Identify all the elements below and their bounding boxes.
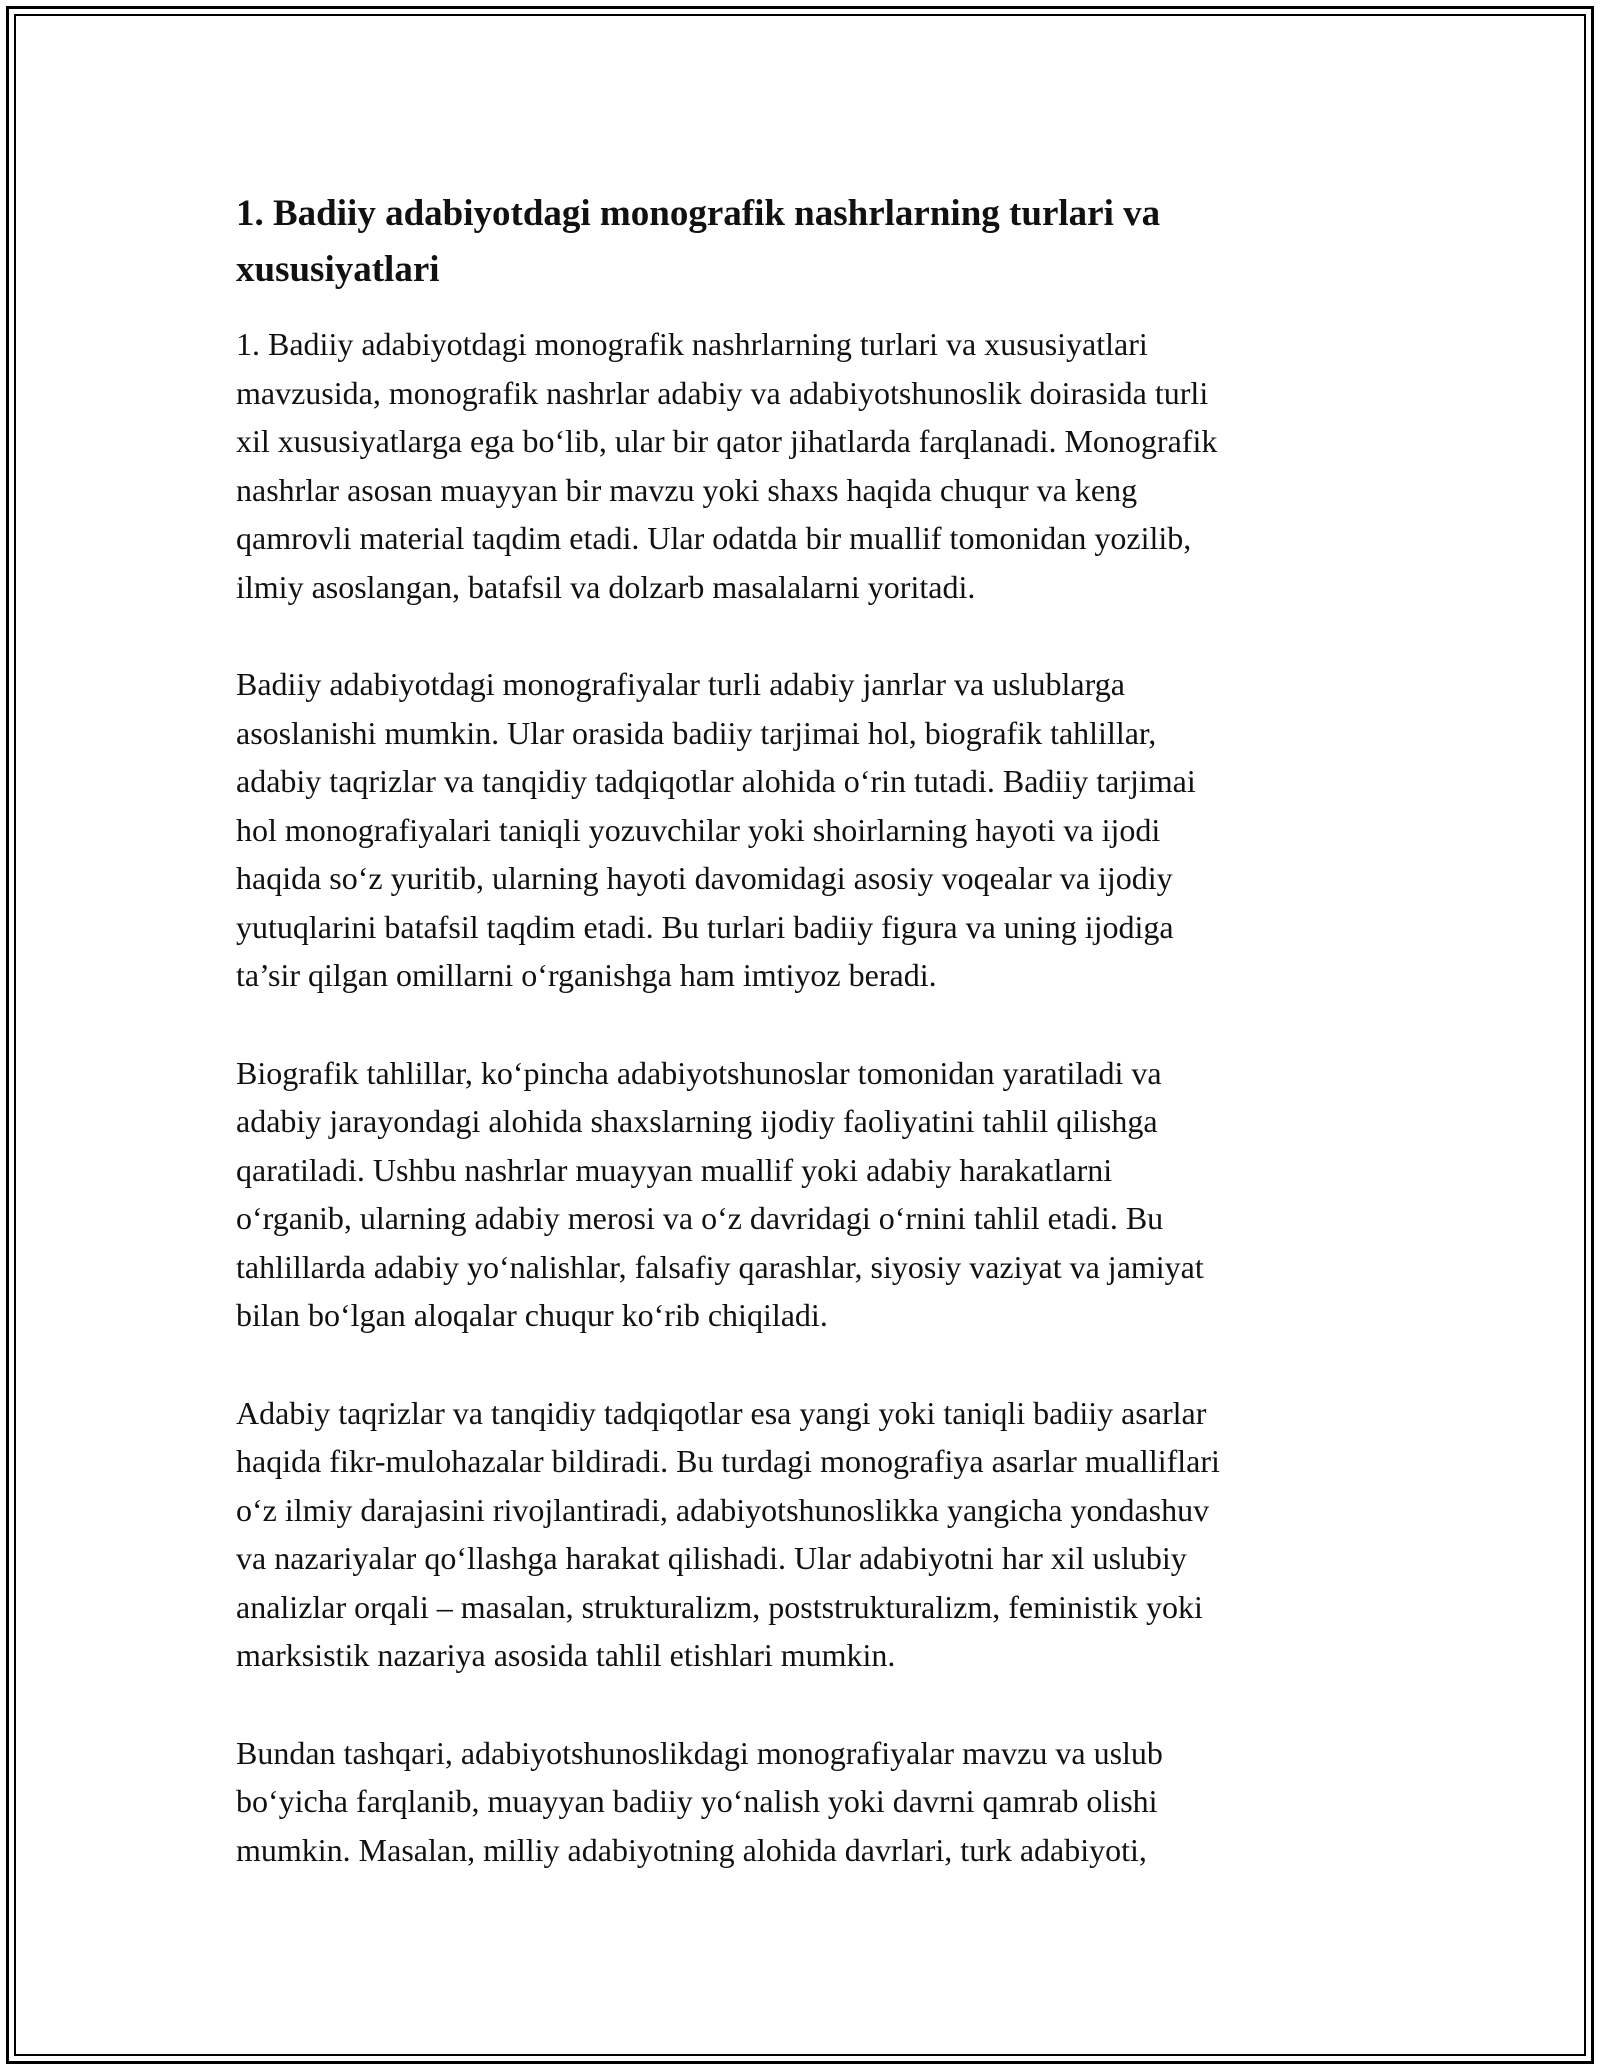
text-line: yutuqlarini batafsil taqdim etadi. Bu turlari badiiy figura va uning ijodiga xyxy=(236,908,1174,945)
text-line: asoslanishi mumkin. Ular orasida badiiy tarjimai hol, biografik tahlillar, xyxy=(236,714,1157,751)
document-body xyxy=(236,186,1370,1874)
text-line: xil xususiyatlarga ega bo‘lib, ular bir qator jihatlarda farqlanadi. Monografik xyxy=(236,423,1218,459)
paragraph-5 xyxy=(236,1729,1370,1875)
document-title xyxy=(236,186,1370,298)
text-line: haqida so‘z yuritib, ularning hayoti davomidagi asosiy voqealar va ijodiy xyxy=(236,860,1173,896)
paragraph-4 xyxy=(236,1389,1370,1680)
title-line: 1. Badiiy adabiyotdagi monografik nashrlarning turlari va xyxy=(236,193,1161,234)
text-line: ta’sir qilgan omillarni o‘rganishga ham imtiyoz beradi. xyxy=(236,957,937,993)
text-line: Badiiy adabiyotdagi monografiyalar turli adabiy janrlar va uslublarga xyxy=(236,666,1125,702)
text-line: qaratiladi. Ushbu nashrlar muayyan muallif yoki adabiy harakatlarni xyxy=(236,1151,1113,1188)
text-line: Adabiy taqrizlar va tanqidiy tadqiqotlar esa yangi yoki taniqli badiiy asarlar xyxy=(236,1394,1207,1431)
text-line: mumkin. Masalan, milliy adabiyotning alohida davrlari, turk adabiyoti, xyxy=(236,1831,1147,1868)
text-line: 1. Badiiy adabiyotdagi monografik nashrlarning turlari va xususiyatlari xyxy=(236,326,1148,362)
text-line: o‘rganib, ularning adabiy merosi va o‘z davridagi o‘rnini tahlil etadi. Bu xyxy=(236,1200,1164,1236)
text-line: Biografik tahlillar, ko‘pincha adabiyotshunoslar tomonidan yaratiladi va xyxy=(236,1054,1162,1091)
paragraph-1 xyxy=(236,320,1370,611)
text-line: o‘z ilmiy darajasini rivojlantiradi, adabiyotshunoslikka yangicha yondashuv xyxy=(236,1491,1210,1528)
text-line: haqida fikr-mulohazalar bildiradi. Bu turdagi monografiya asarlar mualliflari xyxy=(236,1443,1220,1479)
text-line: bo‘yicha farqlanib, muayyan badiiy yo‘nalish yoki davrni qamrab olishi xyxy=(236,1783,1158,1819)
text-line: adabiy taqrizlar va tanqidiy tadqiqotlar alohida o‘rin tutadi. Badiiy tarjimai xyxy=(236,763,1196,799)
paragraph-2 xyxy=(236,660,1370,1000)
text-line: mavzusida, monografik nashrlar adabiy va adabiyotshunoslik doirasida turli xyxy=(236,374,1209,411)
text-line: analizlar orqali – masalan, strukturalizm, poststrukturalizm, feministik yoki xyxy=(236,1588,1203,1625)
text-line: adabiy jarayondagi alohida shaxslarning ijodiy faoliyatini tahlil qilishga xyxy=(236,1103,1158,1139)
text-line: marksistik nazariya asosida tahlil etishlari mumkin. xyxy=(236,1637,896,1673)
text-line: va nazariyalar qo‘llashga harakat qilishadi. Ular adabiyotni har xil uslubiy xyxy=(236,1540,1187,1576)
text-line: ilmiy asoslangan, batafsil va dolzarb masalalarni yoritadi. xyxy=(236,568,976,605)
text-line: nashrlar asosan muayyan bir mavzu yoki shaxs haqida chuqur va keng xyxy=(236,471,1138,508)
text-line: hol monografiyalari taniqli yozuvchilar yoki shoirlarning hayoti va ijodi xyxy=(236,811,1161,848)
text-line: Bundan tashqari, adabiyotshunoslikdagi monografiyalar mavzu va uslub xyxy=(236,1734,1163,1771)
title-line: xususiyatlari xyxy=(236,249,440,290)
text-line: tahlillarda adabiy yo‘nalishlar, falsafiy qarashlar, siyosiy vaziyat va jamiyat xyxy=(236,1248,1204,1285)
text-line: bilan bo‘lgan aloqalar chuqur ko‘rib chiqiladi. xyxy=(236,1297,828,1333)
text-line: qamrovli material taqdim etadi. Ular odatda bir muallif tomonidan yozilib, xyxy=(236,520,1192,556)
paragraph-3 xyxy=(236,1049,1370,1340)
